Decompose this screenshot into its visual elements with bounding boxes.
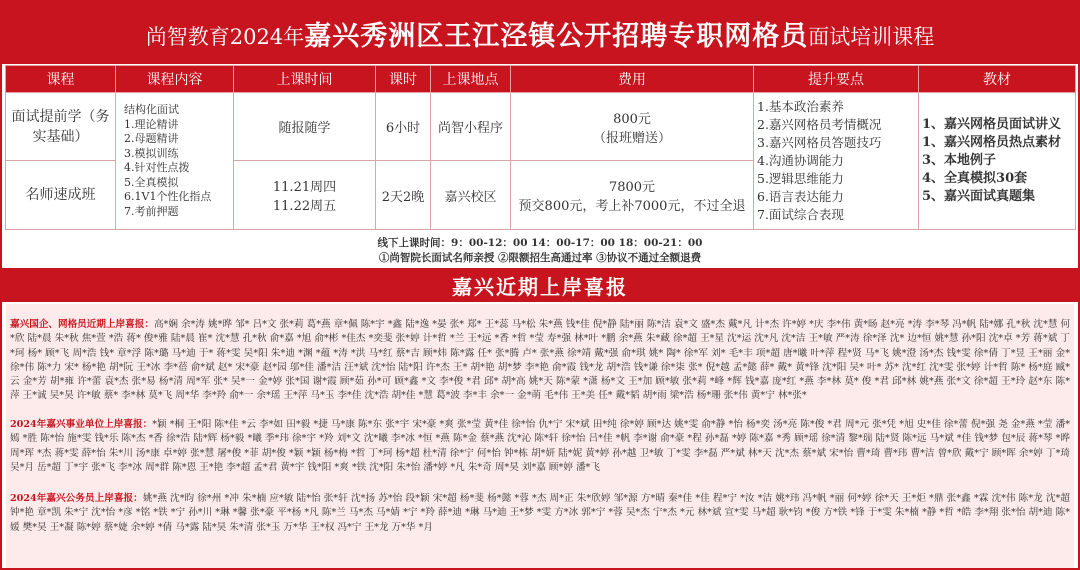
header-books: 教材 bbox=[919, 66, 1076, 93]
header-points: 提升要点 bbox=[754, 66, 919, 93]
header-fee: 费用 bbox=[511, 66, 754, 93]
section-title: 嘉兴近期上岸喜报 bbox=[2, 268, 1078, 302]
point-item: 5.逻辑思维能力 bbox=[757, 171, 844, 186]
improvement-points bbox=[754, 93, 919, 230]
course-time: 随报随学 bbox=[234, 93, 376, 161]
fee-note: （报班赠送） bbox=[592, 130, 671, 146]
content-item: 结构化面试 bbox=[124, 103, 179, 116]
list-block bbox=[10, 492, 1070, 535]
list-names: 高*娴 余*涛 姚*晔 邹* 吕*文 张*莉 葛*燕 章*佩 陈*宇 *鑫 陆*逸 *晏 张* 郑* 王*蕊 马*松 朱*燕 钱*佳 倪*静 陆*丽 陈*洁 袁*文 盛*杰 戴*凡 计*杰 许*婷 *庆 李*伟 黄*旸 赵*亮 *涛 李*琴 冯*帆 陆*娜 孔*秋 沈*慧 何*欣 陆*晨 朱*秋 焦*萱 *浩 蒋* 俊*雅 陆*晨 崔* 沈*慧 孔*秋 俞*嘉 *旭 俞*彬 *佳杰 *奕斐 张*婷 计*哲 *兰 王*远 *香 *哲 *莹 寿*强 林*叶 *鹏 余*燕 朱*藏 徐*超 王*星 沈*运 沈*凡 沈*洁 王*敏 严*涛 徐*泽 沈* 边*恒 姚*慧 孙*阳 沈*卓 *芳 蒋*斌 丁*珂 杨* 顾*飞 周*浩 钱* 章*浮 陈*璐 马*迪 于* 蒋*雯 吴*阳 朱*迪 *渊 *蕴 *涛 *洪 马*红 蔡*吉 顾*炜 陈*露 任* 张*腾 卢* 张*燕 徐*靖 戴*强 俞*琪 姚* 陶* 徐*军 刘* 毛*丰 项*超 唐*曦 叶*萍 程*贤 马*飞 姚*澄 汤*杰 钱*雯 徐*倩 丁*昱 王*丽 金* 徐*伟 陈*力 宋* 杨*艳 胡*阮 王*冰 李*蓓 俞*斌 赵* 宋*豪 赵*园 邬*佳 潘*洁 汪*斌 沈*怡 陆*阳 许*杰 王* 胡*艳 胡*梦 李*艳 俞*霞 钱*龙 胡*浩 钱*谦 徐*柒 张* 倪*越 孟*懿 薛* 戴* 黄*锋 沈*阳 吴* 叶* 苏* 沈*红 沈*雯 张*婷 计*哲 陈* 杨*庭 臧*云 金*芳 胡*雍 许*蕾 袁*杰 张*易 杨*清 周*军 张* 吴*一 金*婷 张*国 谢*霞 顾*茹 孙*可 顾*鑫 *文 李*俊 *君 邱* 胡*高 姚*天 陈*蒙 *潇 杨*文 王*加 顾*敏 张*莉 *峰 *辉 钱*嘉 庞*红 *燕 李*林 莫* 俊 *君 邱*林 姚*燕 张*文 徐*超 王*玲 赵*东 陈*萍 王*诚 吴*昊 许*敏 蔡* 李*林 莫*飞 周*华 李*羚 俞*一 余*瑶 王*萍 马*玉 李*佳 沈*浩 胡*佳 *慧 葛*波 李*丰 余*一 金*萌 毛*伟 王*美 任* 戴*韬 胡*雨 梁*浩 杨*珊 张*伟 黄*宁 林*张* bbox=[10, 319, 1070, 402]
course-hours: 2天2晚 bbox=[376, 161, 431, 230]
header-content: 课程内容 bbox=[116, 66, 234, 93]
course-hours: 6小时 bbox=[376, 93, 431, 161]
point-item: 6.语言表达能力 bbox=[757, 189, 844, 204]
book-item: 3、本地例子 bbox=[922, 153, 997, 168]
content-item: 3.模拟训练 bbox=[124, 146, 179, 160]
table-header-row bbox=[6, 66, 1076, 93]
header-time: 上课时间 bbox=[234, 66, 376, 93]
time-line: 11.21周四 bbox=[272, 180, 337, 195]
book-item: 5、嘉兴面试真题集 bbox=[922, 189, 1036, 204]
book-item: 1、嘉兴网格员热点素材 bbox=[922, 135, 1062, 150]
course-location: 尚智小程序 bbox=[431, 93, 511, 161]
header-hours: 课时 bbox=[376, 66, 431, 93]
list-names: 姚*燕 沈*昀 徐*州 *冲 朱*楠 应*敏 陆*怡 张*轩 沈*扬 苏*怡 段*颖 宋*超 杨*斐 杨*懿 *蓉 *杰 周*正 朱*欣婷 邹*源 方*晴 秦*佳 *佳 程*宁 *汝 *洁 姚*玮 冯*帆 *丽 何*婷 徐*天 王*炬 *鼎 张*鑫 *霖 沈*伟 陈*龙 沈*超 钟*艳 章*凯 朱*宁 沈*怡 *彦 *铭 *铁 *宁 孙*川 *琳 *馨 张*豪 平*杨 *凡 陈*兰 马*杰 马*婧 *宁 *羚 薛*迪 *琳 马*迪 王*梦 *雯 方*冰 郭*宁 *蓉 吴*杰 宁*杰 *元 林*斌 宣*雯 马*超 耿*钧 *俊 方*铁 *锋 于*雯 朱*楠 *静 *哲 *皓 李*翔 张*怡 胡*迪 陈*媛 樊*昊 王*凝 陈*婷 蔡*婕 余*婷 *倩 马*露 陆*昊 朱*清 张*玉 万*华 王*权 冯*宁 王*龙 万*华 *月 bbox=[10, 493, 1070, 533]
point-item: 7.面试综合表现 bbox=[757, 207, 844, 222]
content-item: 2.母题精讲 bbox=[124, 132, 179, 145]
course-guarantees: ①尚智院长面试名师亲授 ②限额招生高通过率 ③协议不通过全额退费 bbox=[378, 252, 702, 264]
list-label: 2024年嘉兴公务员上岸喜报： bbox=[10, 493, 143, 504]
list-names: *颖 *桐 王*阳 陈*佳 *云 李*如 田*毅 *捷 马*康 陈*东 张*宇 宋*豪 *爽 张*莹 黄*佳 徐*怡 仇*宁 宋*斌 田*纯 徐*婷 顾*达 姚*雯 俞*静 *怡 杨*奕 汤*亮 陈*俊 *君 周*元 张*凭 *旭 史*佳 徐*蕾 倪*强 尧 金*燕 *莹 潘*嫣 *胜 陈*怡 施*雯 钱*乐 陈*杰 *香 徐*浩 陆*辉 杨*毅 *曦 季*玮 徐*宇 *羚 刘*文 沈*曦 李*冰 *恒 *燕 陈*金 蔡*燕 沈*沁 陈*轩 徐*怡 吕*佳 *帆 李*谢 俞*豪 *程 孙*磊 *婷 陈*嘉 *秀 顾*瑶 徐*清 黎*瑞 陆*贤 陈*远 马*斌 *佳 钱*梦 包*辰 蒋*琴 *晔 周*珲 *杰 蒋*雯 薛*怡 朱*川 汤*康 卓*婷 张*慧 屠*俊 *菲 胡*俊 *颖 *颖 杨*梅 *哲 丁*珂 杨*超 杜*清 徐*宁 何*怡 钟*栋 胡*妍 陆*妮 黄*婷 孙*越 卫*敏 丁*雯 李*磊 严*斌 林*天 沈*杰 蔡*斌 宋*怡 曹*琦 曹*玮 曹*洁 曾*欣 戴*宁 顾*晖 余*婷 丁*琦 吴*月 岳*超 丁*宇 张*飞 李*冰 周*群 陈*恩 王*艳 李*超 孟*君 黄*宇 钱*阳 *爽 *铁 沈*阳 朱*怡 潘*婷 *凡 朱*奇 周*昊 刘*嘉 顾*婷 潘*飞 bbox=[10, 419, 1070, 473]
list-block bbox=[10, 418, 1070, 475]
book-item: 4、全真模拟30套 bbox=[922, 171, 1028, 186]
point-item: 3.嘉兴网格员答题技巧 bbox=[757, 135, 882, 150]
header-course: 课程 bbox=[6, 66, 116, 93]
book-item: 1、嘉兴网格员面试讲义 bbox=[922, 117, 1062, 132]
list-label: 嘉兴国企、网格员近期上岸喜报： bbox=[10, 319, 154, 330]
table-row bbox=[6, 93, 1076, 161]
title-main: 嘉兴秀洲区王江泾镇公开招聘专职网格员 bbox=[304, 20, 809, 52]
point-item: 4.沟通协调能力 bbox=[757, 153, 844, 168]
list-label: 2024年嘉兴事业单位上岸喜报： bbox=[10, 419, 153, 430]
fee-amount: 7800元 bbox=[608, 180, 656, 195]
header-location: 上课地点 bbox=[431, 66, 511, 93]
content-item: 6.1V1个性化指点 bbox=[124, 190, 212, 203]
fee-note: 预交800元，考上补7000元，不过全退 bbox=[518, 199, 746, 214]
point-item: 1.基本政治素养 bbox=[757, 99, 844, 114]
success-lists bbox=[6, 304, 1074, 568]
course-fee bbox=[511, 93, 754, 161]
content-item: 4.针对性点拨 bbox=[124, 161, 190, 174]
course-time bbox=[234, 161, 376, 230]
title-banner bbox=[2, 2, 1078, 64]
course-table bbox=[5, 65, 1076, 230]
course-name: 名师速成班 bbox=[6, 161, 116, 230]
list-block bbox=[10, 318, 1070, 404]
title-suffix: 面试培训课程 bbox=[808, 25, 935, 49]
point-item: 2.嘉兴网格员考情概况 bbox=[757, 117, 882, 132]
textbooks bbox=[919, 93, 1076, 230]
content-item: 1.理论精讲 bbox=[124, 117, 179, 131]
course-fee bbox=[511, 161, 754, 230]
fee-amount: 800元 bbox=[613, 111, 651, 127]
course-name: 面试提前学（务实基础） bbox=[6, 93, 116, 161]
course-content bbox=[116, 93, 234, 230]
content-item: 7.考前押题 bbox=[124, 204, 179, 218]
class-schedule: 线下上课时间：9：00-12：00 14：00-17：00 18：00-21：00 bbox=[377, 237, 703, 249]
content-item: 5.全真模拟 bbox=[124, 175, 179, 189]
time-line: 11.22周五 bbox=[272, 199, 337, 214]
title-prefix: 尚智教育2024年 bbox=[145, 25, 305, 49]
course-location: 嘉兴校区 bbox=[431, 161, 511, 230]
